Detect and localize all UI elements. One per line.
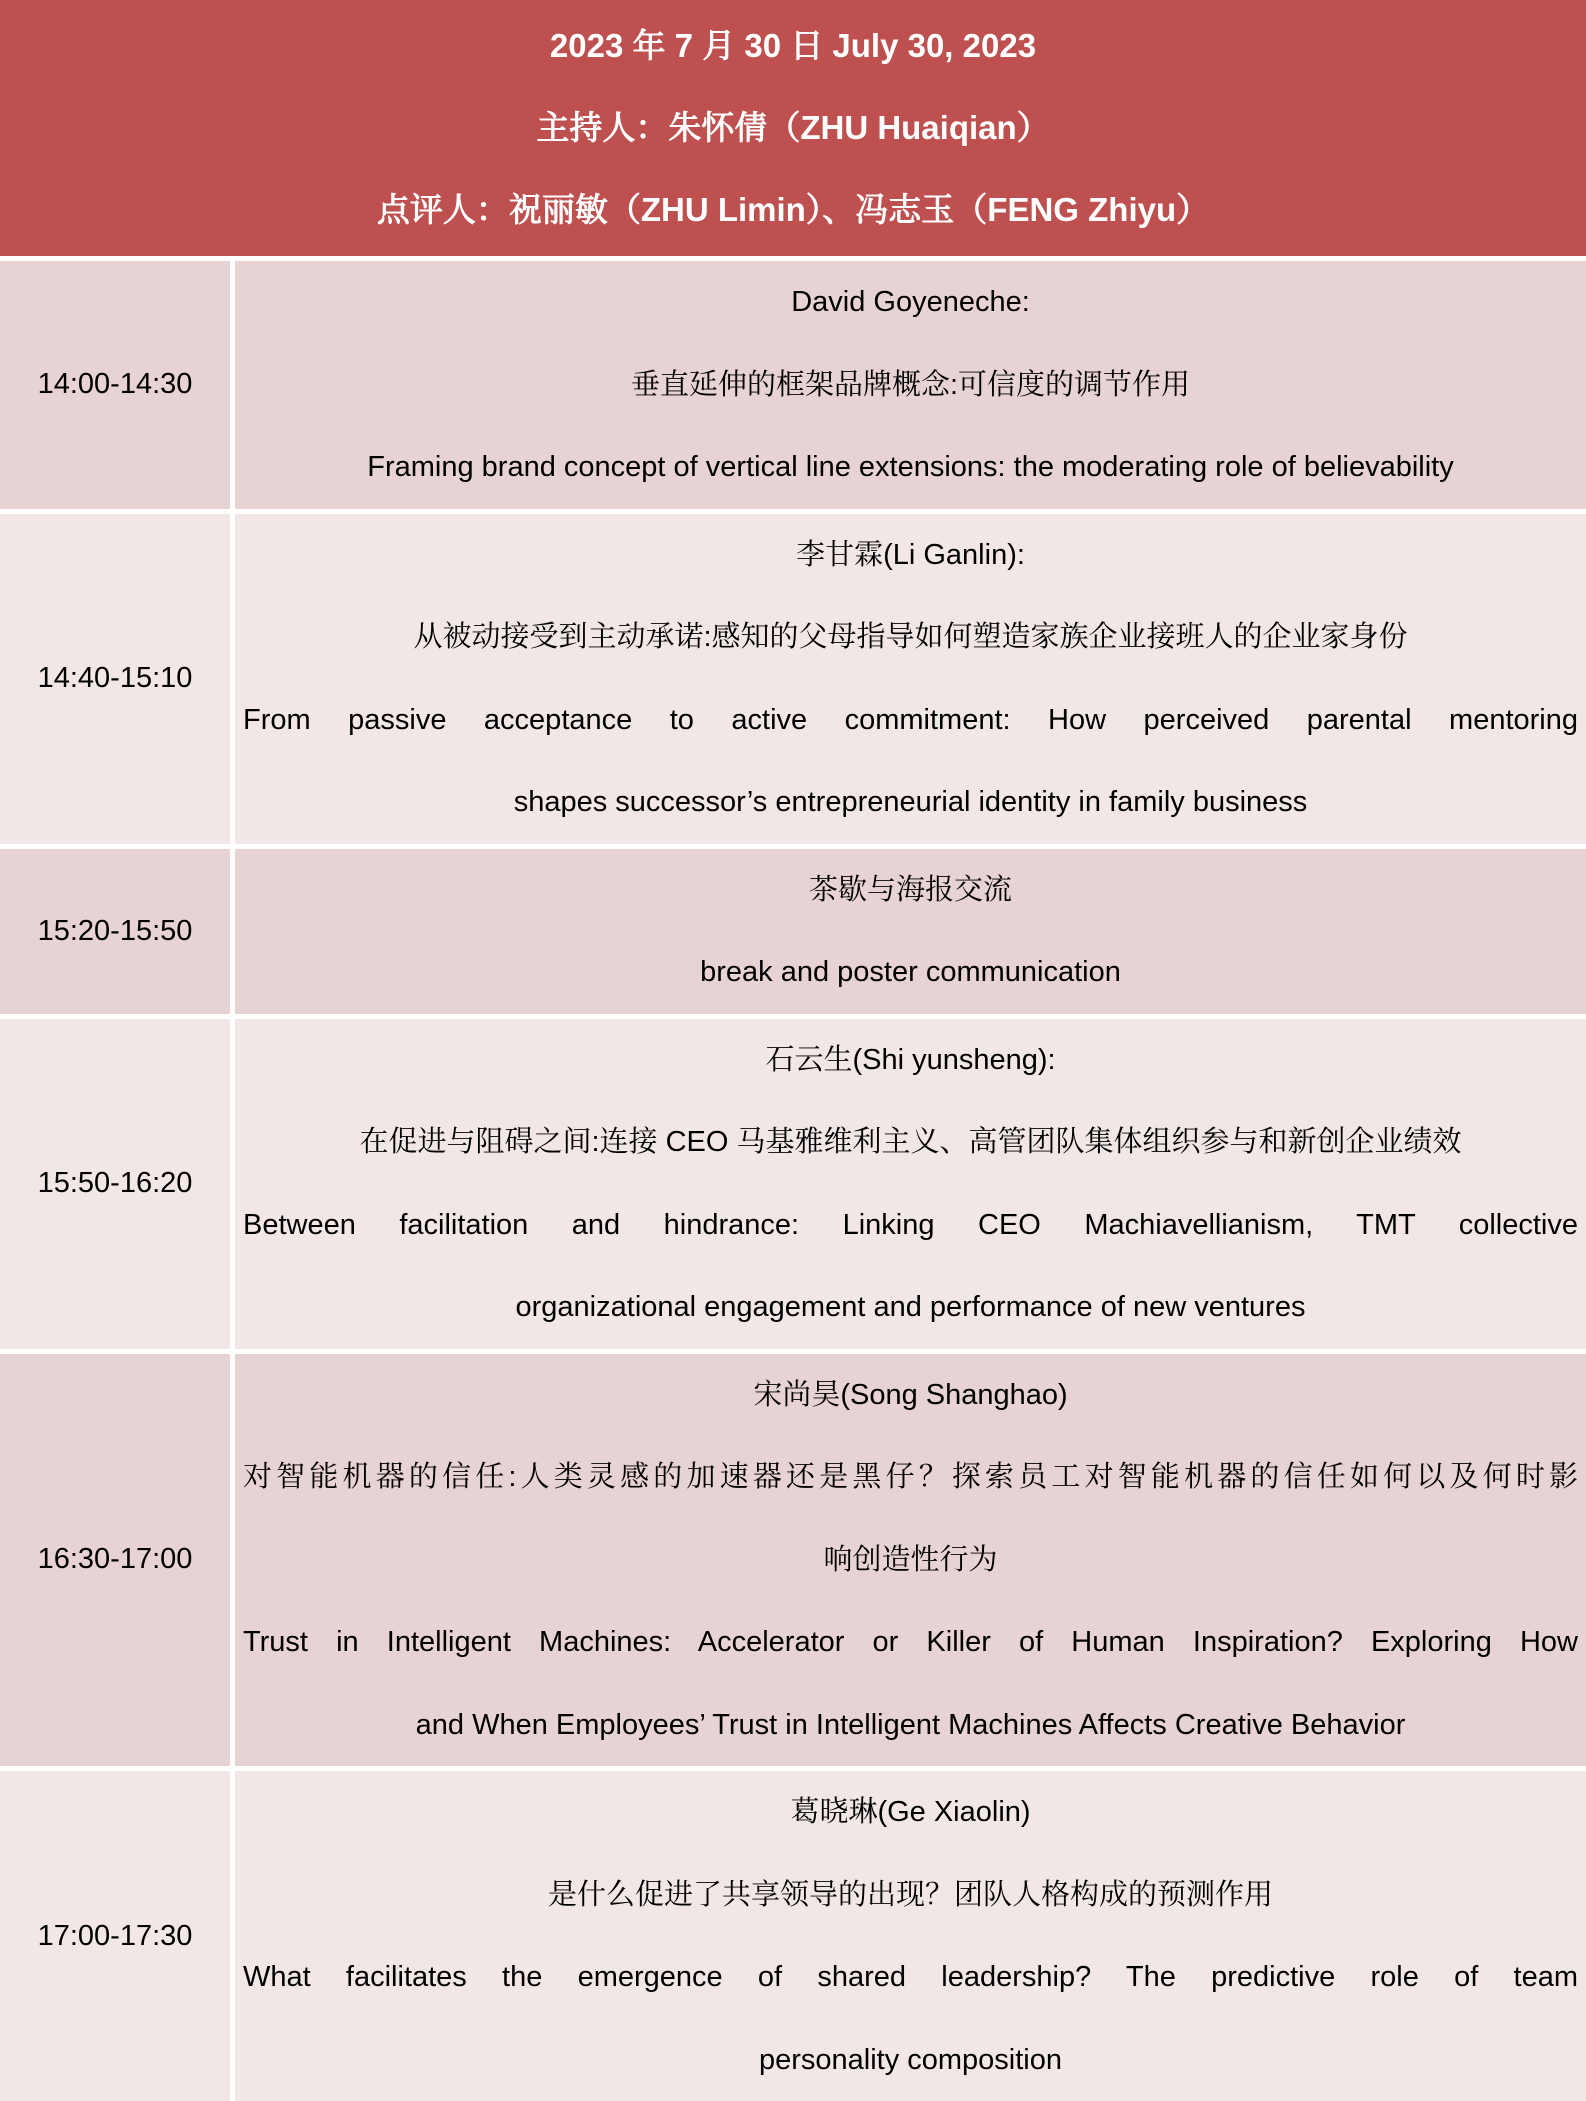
- session-line: 李甘霖(Li Ganlin):: [796, 538, 1025, 571]
- session-line: From passive acceptance to active commitment: How perceived parental mentoring: [243, 703, 1578, 736]
- time-cell: [0, 849, 230, 1014]
- session-cell: [235, 849, 1586, 1014]
- session-line: What facilitates the emergence of shared leadership? The predictive role of team: [243, 1961, 1578, 1993]
- time-cell: [0, 514, 230, 844]
- session-line: Between facilitation and hindrance: Linking CEO Machiavellianism, TMT collective: [243, 1208, 1578, 1241]
- time-range: 17:00-17:30: [37, 1919, 193, 1952]
- session-cell: [235, 1771, 1586, 2101]
- session-line: 响创造性行为: [823, 1543, 998, 1576]
- time-range: 15:20-15:50: [37, 914, 193, 947]
- session-line: 葛晓琳(Ge Xiaolin): [790, 1796, 1031, 1828]
- session-cell: [235, 1019, 1586, 1349]
- schedule-row: [0, 256, 1586, 509]
- session-line: 茶歇与海报交流: [808, 873, 1012, 906]
- session-line: David Goyeneche:: [791, 286, 1030, 318]
- session-line: 是什么促进了共享领导的出现？团队人格构成的预测作用: [547, 1878, 1273, 1911]
- session-line: 宋尚昊(Song Shanghao): [753, 1378, 1068, 1411]
- session-line: 对智能机器的信任:人类灵感的加速器还是黑仔？探索员工对智能机器的信任如何以及何时影: [243, 1461, 1578, 1493]
- session-cell: [235, 1354, 1586, 1767]
- session-cell: [235, 261, 1586, 509]
- time-range: 15:50-16:20: [37, 1167, 193, 1199]
- schedule-row: [0, 1766, 1586, 2101]
- time-cell: [0, 1771, 230, 2101]
- schedule-row: [0, 1349, 1586, 1767]
- session-line: and When Employees’ Trust in Intelligent Machines Affects Creative Behavior: [415, 1708, 1406, 1741]
- time-cell: [0, 1354, 230, 1767]
- time-range: 14:00-14:30: [37, 368, 193, 401]
- session-line: 从被动接受到主动承诺:感知的父母指导如何塑造家族企业接班人的企业家身份: [413, 621, 1408, 653]
- session-line: Trust in Intelligent Machines: Accelerator or Killer of Human Inspiration? Exploring How: [243, 1626, 1578, 1658]
- session-line: 在促进与阻碍之间:连接 CEO 马基雅维利主义、高管团队集体组织参与和新创企业绩效: [359, 1126, 1462, 1158]
- session-cell: [235, 514, 1586, 844]
- time-cell: [0, 1019, 230, 1349]
- session-date: 2023 年 7 月 30 日 July 30, 2023: [549, 27, 1037, 64]
- time-range: 14:40-15:10: [37, 662, 193, 694]
- session-line: Framing brand concept of vertical line extensions: the moderating role of believability: [367, 451, 1454, 483]
- session-discussants: 点评人：祝丽敏（ZHU Limin）、冯志玉（FENG Zhiyu）: [376, 191, 1210, 228]
- schedule-row: [0, 1014, 1586, 1349]
- session-line: 垂直延伸的框架品牌概念:可信度的调节作用: [630, 368, 1191, 401]
- schedule-row: [0, 844, 1586, 1014]
- schedule-row: [0, 509, 1586, 844]
- session-line: personality composition: [758, 2043, 1063, 2076]
- time-range: 16:30-17:00: [37, 1543, 193, 1576]
- session-line: break and poster communication: [700, 956, 1121, 988]
- session-chair: 主持人：朱怀倩（ZHU Huaiqian）: [536, 109, 1050, 146]
- session-line: organizational engagement and performance of new ventures: [515, 1291, 1306, 1323]
- session-line: shapes successor’s entrepreneurial identity in family business: [513, 786, 1308, 818]
- schedule-rows: [0, 256, 1586, 2101]
- time-cell: [0, 261, 230, 509]
- session-line: 石云生(Shi yunsheng):: [765, 1043, 1056, 1076]
- session-header: [0, 0, 1586, 256]
